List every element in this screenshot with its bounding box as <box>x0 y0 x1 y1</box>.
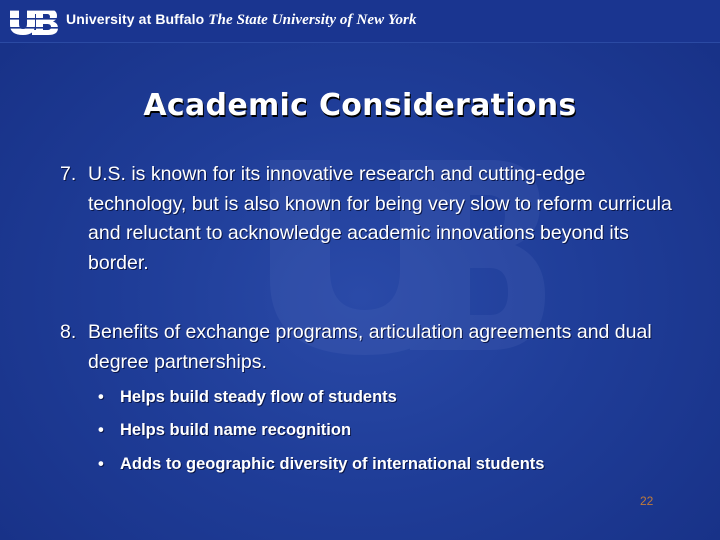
ub-logo-icon <box>8 6 60 36</box>
sub-item-text: Adds to geographic diversity of international students <box>120 455 545 473</box>
system-name: The State University of New York <box>208 12 417 28</box>
bullet-icon: • <box>98 388 104 406</box>
bullet-icon: • <box>98 421 104 439</box>
item-number: 8. <box>60 321 77 343</box>
sub-list-item <box>98 421 351 440</box>
list-item <box>60 160 680 278</box>
sub-item-text: Helps build steady flow of students <box>120 388 397 406</box>
sub-list-item <box>98 388 397 407</box>
sub-list-item <box>98 455 544 474</box>
item-number: 7. <box>60 163 77 185</box>
list-item <box>60 318 680 377</box>
bullet-icon: • <box>98 455 104 473</box>
header-bar <box>0 0 720 43</box>
slide-title: Academic Considerations <box>143 88 577 123</box>
header-title <box>66 11 417 29</box>
item-text: U.S. is known for its innovative research and cutting-edge technology, but is also known for being very slow to reform curricula and reluctant to acknowledge academic innovations beyond its border. <box>88 163 672 274</box>
university-name: University at Buffalo <box>66 11 205 27</box>
item-text: Benefits of exchange programs, articulation agreements and dual degree partnerships. <box>88 321 652 373</box>
page-number: 22 <box>640 494 654 508</box>
sub-item-text: Helps build name recognition <box>120 421 352 439</box>
